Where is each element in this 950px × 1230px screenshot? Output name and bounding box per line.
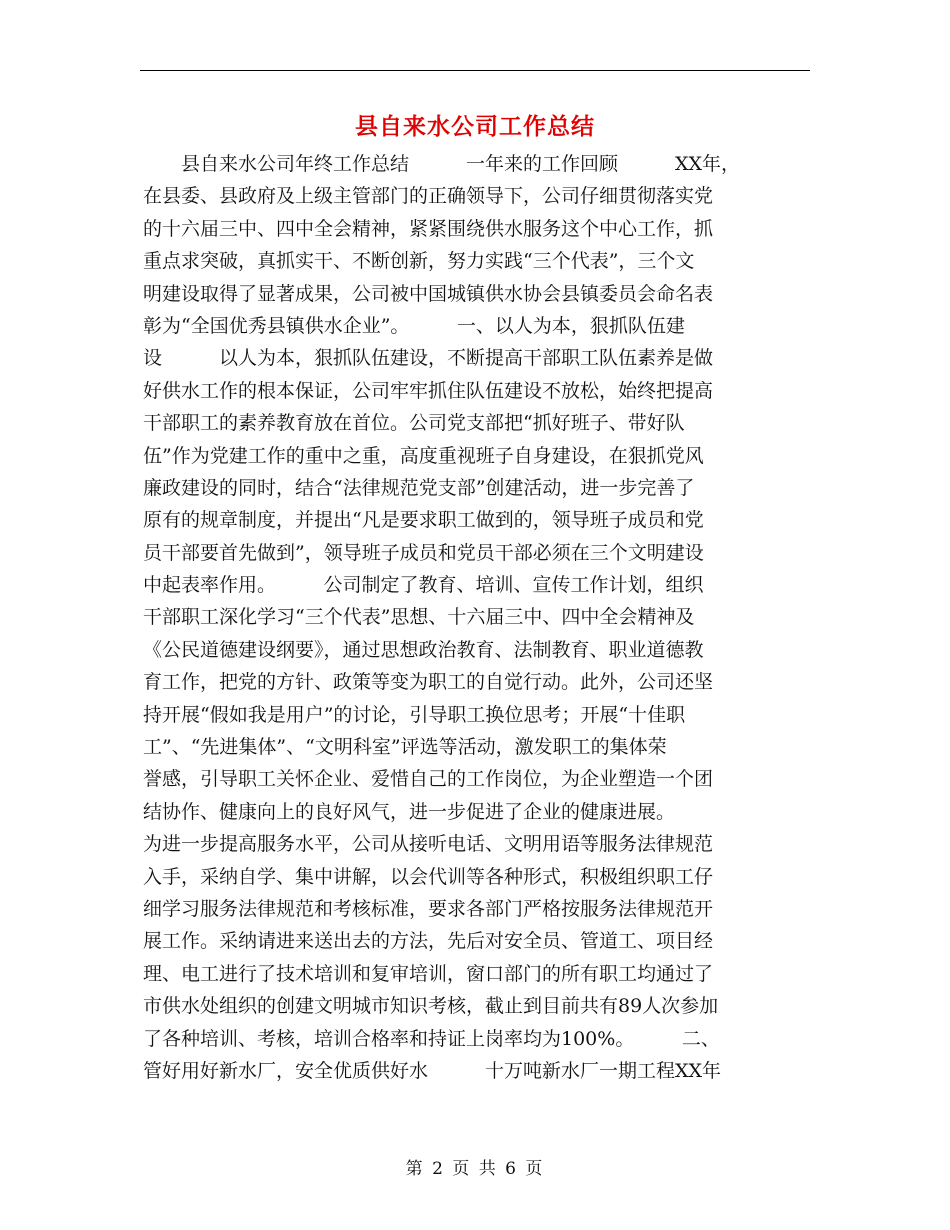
body-line: 入手，采纳自学、集中讲解，以会代训等各种形式，积极组织职工仔 — [143, 865, 714, 888]
page-number-footer: 第 2 页 共 6 页 — [405, 1159, 545, 1179]
body-line: 在县委、县政府及上级主管部门的正确领导下，公司仔细贯彻落实党 — [143, 185, 714, 208]
document-body — [143, 148, 807, 1087]
body-line: 彰为“全国优秀县镇供水企业”。 一、以人为本，狠抓队伍建 — [143, 314, 685, 337]
body-line: 员干部要首先做到”，领导班子成员和党员干部必须在三个文明建设 — [143, 541, 704, 564]
body-line: 干部职工的素养教育放在首位。公司党支部把“抓好班子、带好队 — [143, 412, 685, 435]
body-line: 管好用好新水厂，安全优质供好水 十万吨新水厂一期工程XX年 — [143, 1059, 722, 1082]
body-line: 干部职工深化学习“三个代表”思想、十六届三中、四中全会精神及 — [143, 606, 695, 629]
body-line: 设 以人为本，狠抓队伍建设，不断提高干部职工队伍素养是做 — [143, 347, 714, 370]
body-line: 县自来水公司年终工作总结 一年来的工作回顾 XX年， — [143, 153, 741, 175]
body-line: 的十六届三中、四中全会精神，紧紧围绕供水服务这个中心工作，抓 — [143, 217, 714, 240]
body-line: 市供水处组织的创建文明城市知识考核，截止到目前共有89人次参加 — [143, 995, 719, 1018]
body-line: 持开展“假如我是用户”的讨论，引导职工换位思考；开展“十佳职 — [143, 703, 686, 726]
body-line: 展工作。采纳请进来送出去的方法，先后对安全员、管道工、项目经 — [143, 930, 714, 953]
body-line: 育工作，把党的方针、政策等变为职工的自觉行动。此外，公司还坚 — [143, 671, 714, 694]
body-line: 工”、“先进集体”、“文明科室”评选等活动，激发职工的集体荣 — [143, 736, 667, 759]
header-rule — [140, 70, 810, 71]
body-line: 重点求突破，真抓实干、不断创新，努力实践“三个代表”，三个文 — [143, 250, 695, 273]
body-line: 誉感，引导职工关怀企业、爱惜自己的工作岗位，为企业塑造一个团 — [143, 768, 714, 791]
body-line: 好供水工作的根本保证，公司牢牢抓住队伍建设不放松，始终把提高 — [143, 379, 714, 402]
body-line: 廉政建设的同时，结合“法律规范党支部”创建活动，进一步完善了 — [143, 476, 695, 499]
body-line: 为进一步提高服务水平，公司从接听电话、文明用语等服务法律规范 — [143, 833, 714, 856]
body-line: 伍”作为党建工作的重中之重，高度重视班子自身建设，在狠抓党风 — [143, 444, 704, 467]
body-line: 结协作、健康向上的良好风气，进一步促进了企业的健康进展。 — [143, 800, 676, 823]
body-line: 《公民道德建设纲要》，通过思想政治教育、法制教育、职业道德教 — [143, 638, 704, 661]
body-line: 理、电工进行了技术培训和复审培训，窗口部门的所有职工均通过了 — [143, 962, 714, 985]
body-line: 了各种培训、考核，培训合格率和持证上岗率均为100%。 二、 — [143, 1027, 720, 1050]
body-line: 细学习服务法律规范和考核标准，要求各部门严格按服务法律规范开 — [143, 897, 714, 920]
body-line: 原有的规章制度，并提出“凡是要求职工做到的，领导班子成员和党 — [143, 509, 704, 532]
body-line: 明建设取得了显著成果，公司被中国城镇供水协会县镇委员会命名表 — [143, 282, 714, 305]
document-title: 县自来水公司工作总结 — [355, 113, 595, 140]
body-line: 中起表率作用。 公司制定了教育、培训、宣传工作计划，组织 — [143, 574, 704, 597]
